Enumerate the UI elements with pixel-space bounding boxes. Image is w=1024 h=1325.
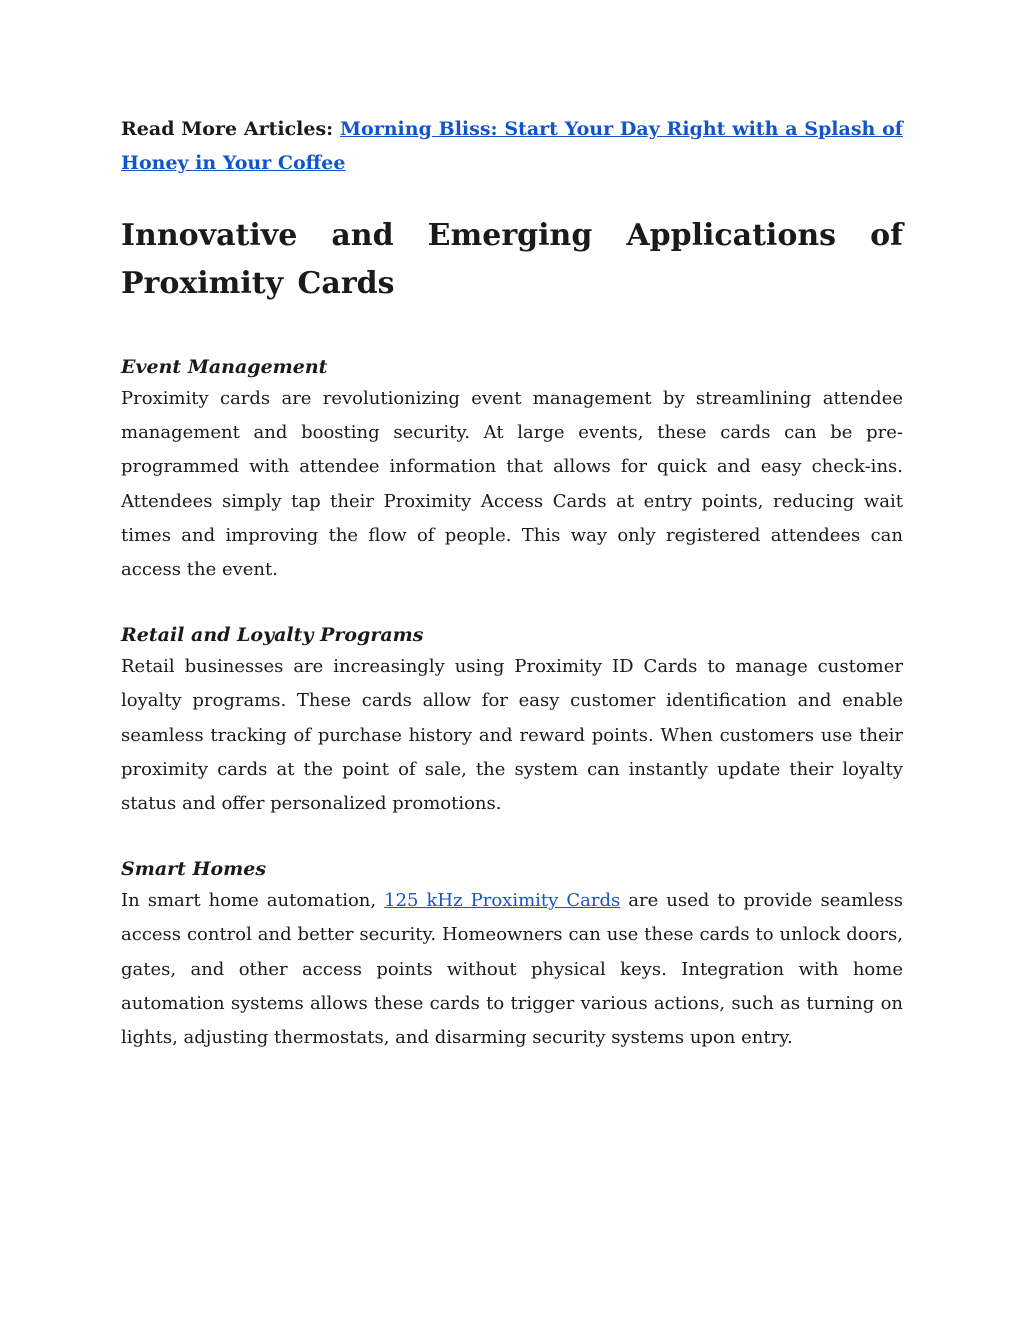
read-more-line <box>121 112 903 180</box>
section-text-retail-loyalty: Retail businesses are increasingly using Proximity ID Cards to manage customer loyalty programs. These cards allow for easy customer identification and enable seamless tracking of purchase history and reward points. When customers use their proximity cards at the point of sale, the system can instantly update their loyalty status and offer personalized promotions. <box>121 656 903 815</box>
section-heading-retail-loyalty: Retail and Loyalty Programs <box>121 624 424 647</box>
section-text-event-management: Proximity cards are revolutionizing event management by streamlining attendee management and boosting security. At large events, these cards can be pre-programmed with attendee information that allows for quick and easy check-ins. Attendees simply tap their Proximity Access Cards at entry points, reducing wait times and improving the flow of people. This way only registered attendees can access the event. <box>121 388 903 581</box>
read-more-link[interactable]: Morning Bliss: Start Your Day Right with a Splash of Honey in Your Coffee <box>121 118 903 174</box>
section-heading-smart-homes: Smart Homes <box>121 858 267 881</box>
proximity-cards-link[interactable]: 125 kHz Proximity Cards <box>384 890 621 912</box>
read-more-label: Read More Articles: <box>121 118 334 140</box>
section-smart-homes <box>121 854 903 1055</box>
document-page <box>121 112 903 1055</box>
smart-homes-text-after: are used to provide seamless access control and better security. Homeowners can use these cards to unlock doors, gates, and other access points without physical keys. Integration with home automation systems allows these cards to trigger various actions, such as turning on lights, adjusting thermostats, and disarming security systems upon entry. <box>121 890 904 1049</box>
page-title: Innovative and Emerging Applications of Proximity Cards <box>121 218 903 301</box>
smart-homes-text-before: In smart home automation, <box>121 890 377 912</box>
section-event-management <box>121 352 903 587</box>
section-retail-loyalty <box>121 620 903 821</box>
section-text-smart-homes <box>121 884 903 1055</box>
section-heading-event-management: Event Management <box>121 356 328 378</box>
